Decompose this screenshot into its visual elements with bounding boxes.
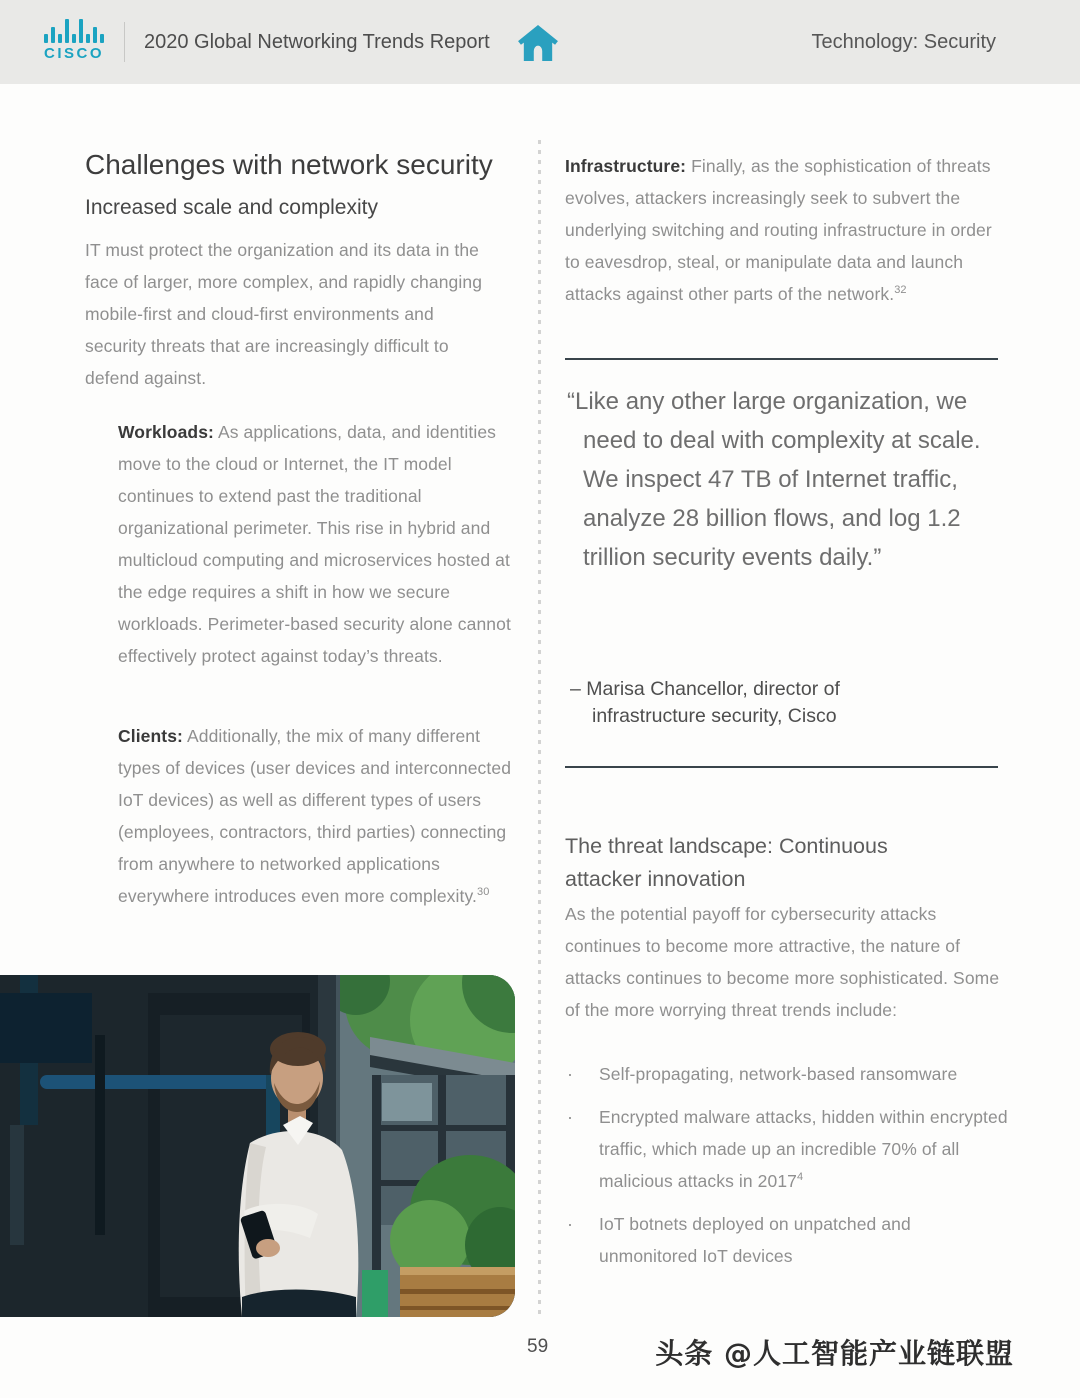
- infrastructure-paragraph: [565, 150, 1005, 310]
- list-item: [567, 1058, 1012, 1090]
- page-heading: Challenges with network security: [85, 148, 493, 180]
- page-number: 59: [527, 1336, 549, 1357]
- bullet-marker: ·: [567, 1107, 573, 1127]
- bullet-text: Encrypted malware attacks, hidden within encrypted traffic, which made up an incredible 70% of all malicious attacks in 2017$^4$: [599, 1107, 1008, 1191]
- workloads-text: As applications, data, and identities move to the cloud or Internet, the IT model continues to extend past the traditional organizational perimeter. This rise in hybrid and multicloud computing and microservices hosted at the edge requires a shift in how we secure workloads. Perimeter-based security alone cannot effectively protect against today’s threats.: [118, 421, 511, 666]
- header-bar: [0, 0, 1080, 84]
- list-item: [567, 1208, 1012, 1272]
- green-chair: [362, 1270, 388, 1317]
- infrastructure-footnote: 32: [894, 283, 907, 296]
- page-subheading: Increased scale and complexity: [85, 196, 378, 220]
- bullet-text: Self-propagating, network-based ransomware: [599, 1064, 958, 1084]
- cisco-logo-text: CISCO: [43, 45, 104, 62]
- attribution-role: infrastructure security, Cisco: [592, 705, 837, 727]
- quote-rule-top: [565, 358, 998, 360]
- cisco-logo-bars-icon: [36, 17, 112, 43]
- bullet-footnote: 4: [797, 1171, 804, 1184]
- bullet-marker: ·: [567, 1064, 573, 1084]
- clients-label: Clients:: [118, 725, 183, 746]
- infrastructure-label: Infrastructure:: [565, 155, 687, 176]
- office-photo: [0, 975, 515, 1317]
- watermark-text: 头条 @人工智能产业链联盟: [655, 1337, 1014, 1370]
- attribution-name: – Marisa Chancellor, director of: [570, 678, 840, 700]
- quote-attribution: [570, 676, 840, 730]
- section-label: Technology: Security: [811, 31, 996, 53]
- header-divider: [124, 22, 125, 62]
- cisco-logo: [36, 17, 112, 62]
- infrastructure-text: Finally, as the sophistication of threats evolves, attackers increasingly seek to subvert the underlying switching and routing infrastructure in order to eavesdrop, steal, or manipulate data and launch attacks against other parts of the network.: [565, 155, 992, 304]
- quote-rule-bottom: [565, 766, 998, 768]
- workloads-label: Workloads:: [118, 421, 214, 442]
- threat-heading: The threat landscape: Continuous attacker innovation: [565, 833, 888, 891]
- pull-quote: “Like any other large organization, we need to deal with complexity at scale. We inspect 47 TB of Internet traffic, analyze 28 billion flows, and log 1.2 trillion security events daily.”: [567, 388, 981, 571]
- intro-paragraph: IT must protect the organization and its data in the face of larger, more complex, and rapidly changing mobile-first and cloud-first environments and security threats that are increasingly difficult to defend against.: [85, 239, 483, 388]
- report-title: 2020 Global Networking Trends Report: [144, 31, 490, 53]
- threat-intro: As the potential payoff for cybersecurity attacks continues to become more attractive, the nature of attacks continues to become more sophisticated. Some of the more worrying threat trends include:: [565, 903, 1000, 1020]
- column-divider-dashed: [538, 140, 541, 1320]
- office-photo-illustration: [0, 975, 515, 1317]
- threat-bullet-list: [567, 1058, 1012, 1283]
- clients-paragraph: [118, 720, 522, 912]
- home-icon[interactable]: [514, 20, 562, 66]
- bullet-marker: ·: [567, 1214, 573, 1234]
- clients-footnote: 30: [477, 885, 490, 898]
- list-item: [567, 1101, 1012, 1197]
- workloads-paragraph: [118, 416, 522, 672]
- bullet-text: IoT botnets deployed on unpatched and unmonitored IoT devices: [599, 1214, 911, 1266]
- clients-text: Additionally, the mix of many different types of devices (user devices and interconnected IoT devices) as well as different types of users (employees, contractors, third parties) connecting from anywhere to networked applications everywhere introduces even more complexity.: [118, 725, 512, 906]
